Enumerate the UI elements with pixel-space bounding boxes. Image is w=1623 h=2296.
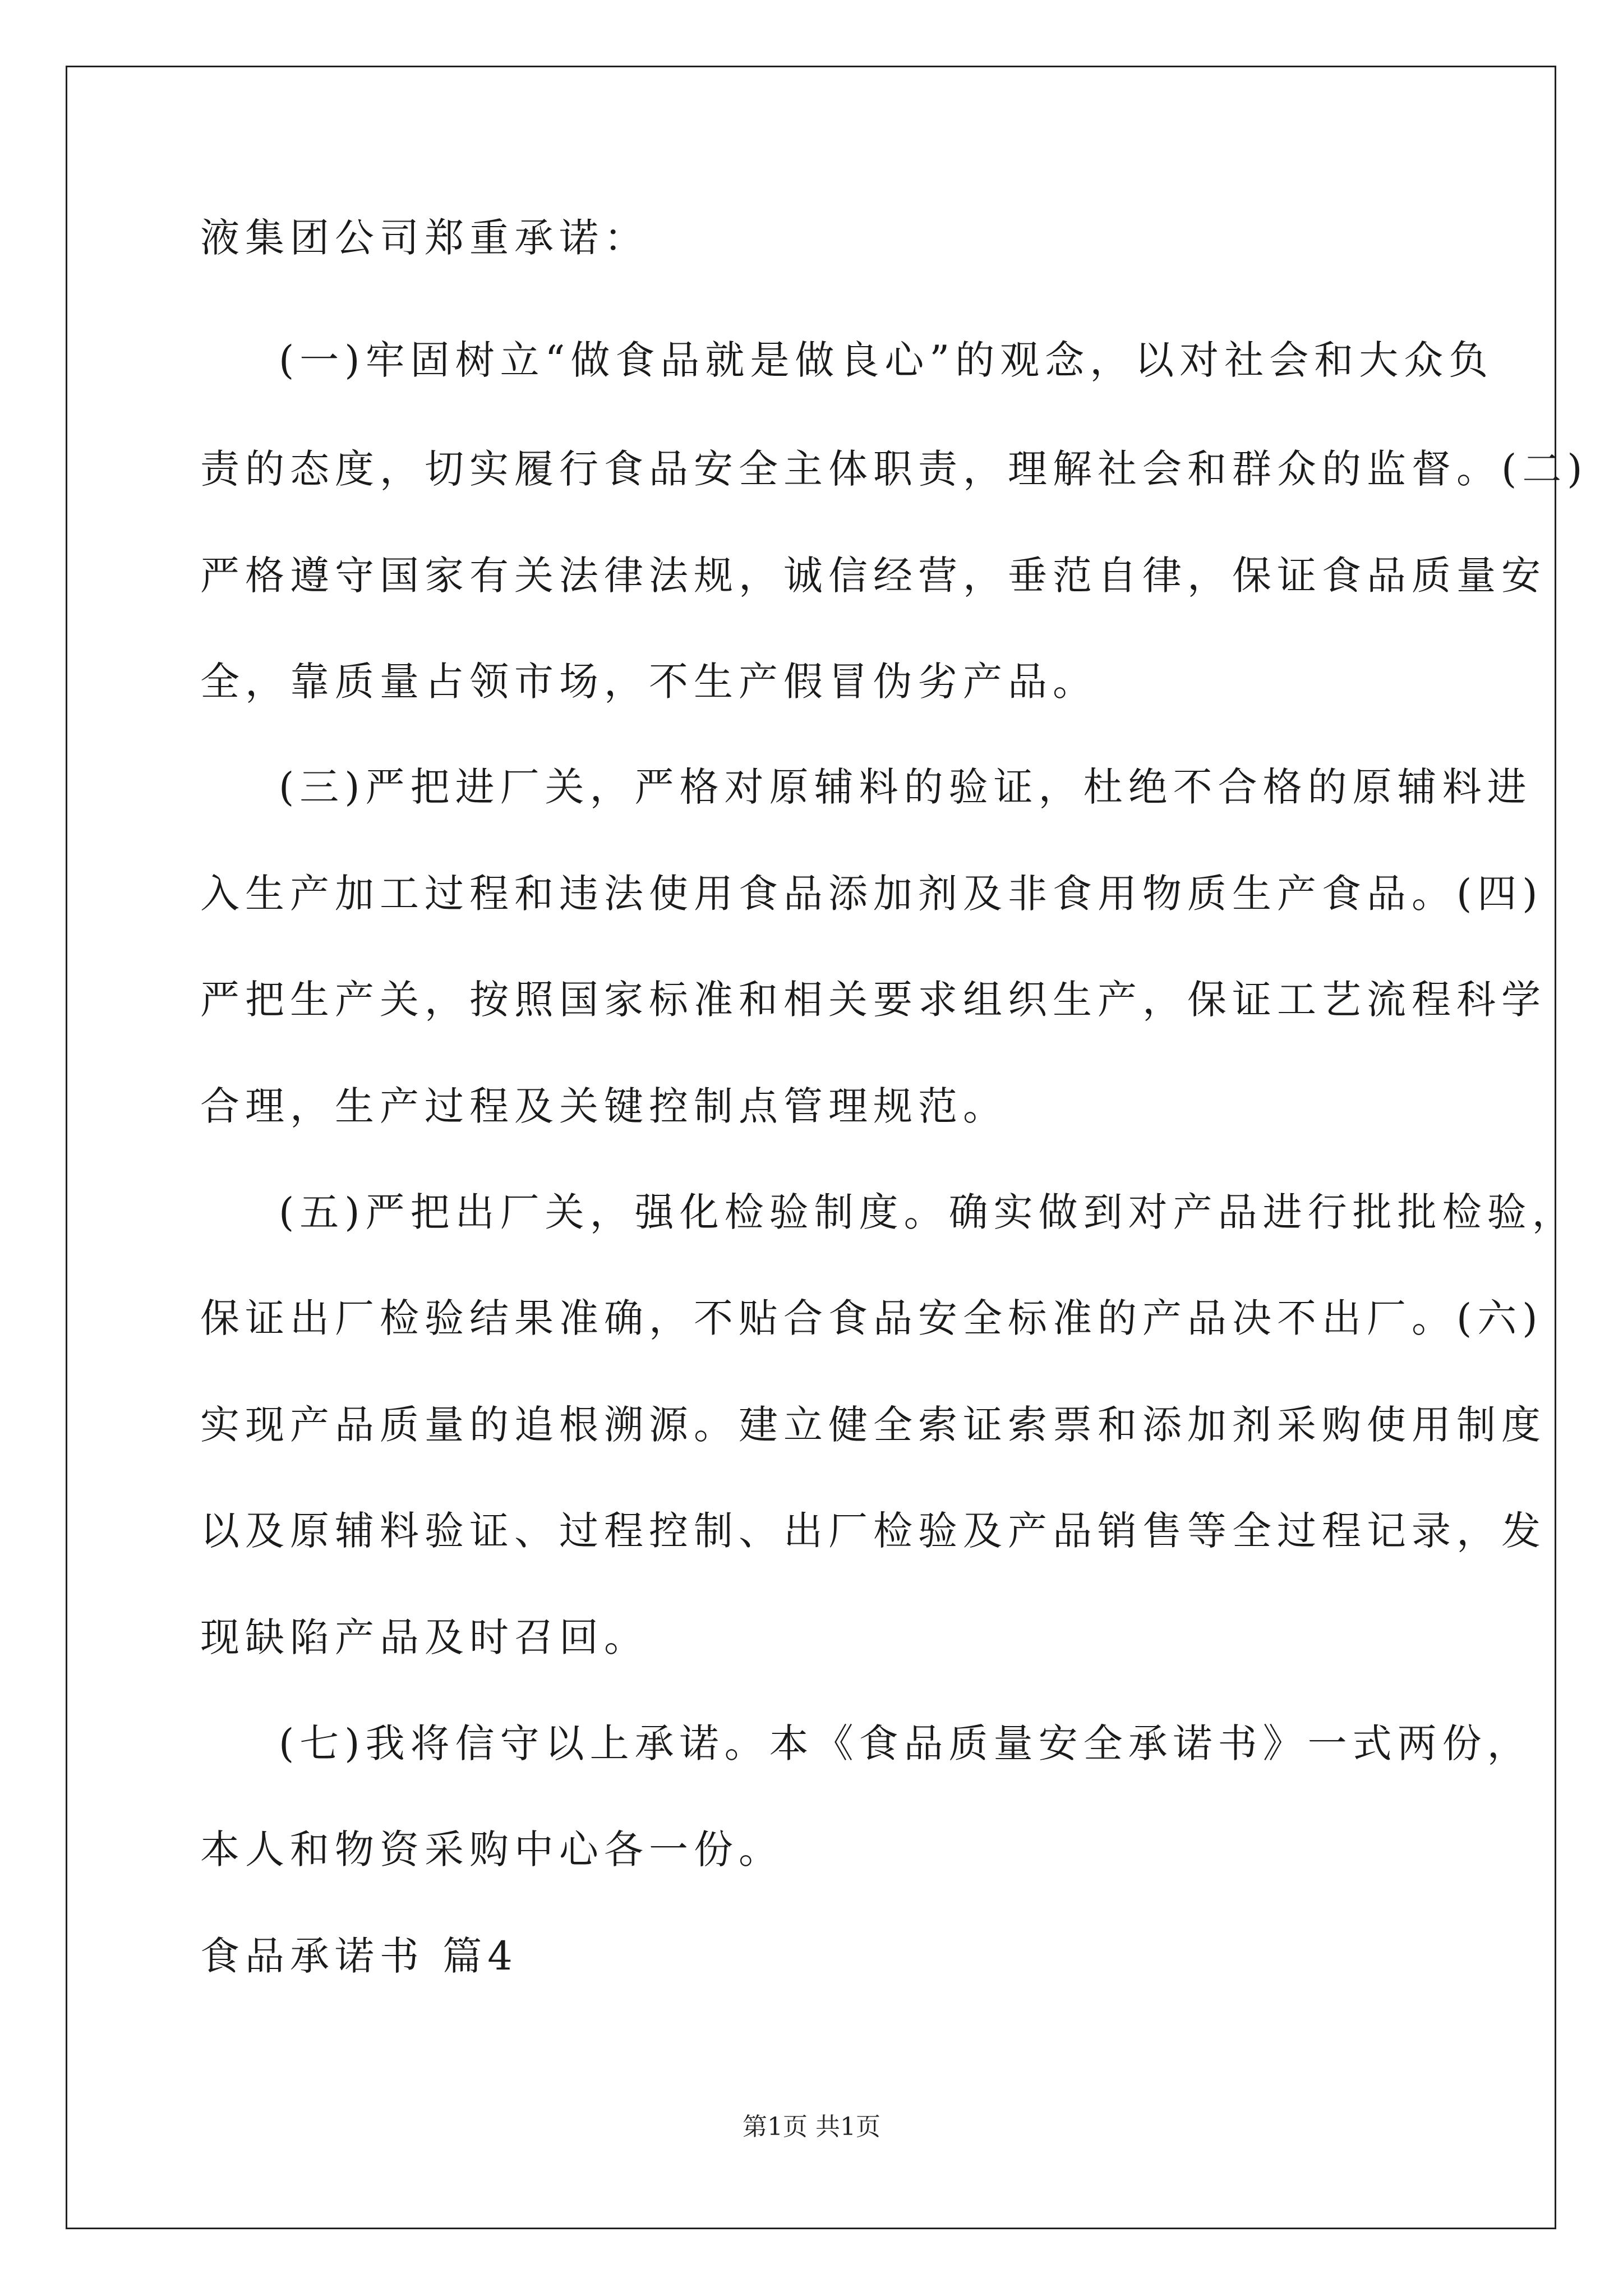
text-line-2: (一)牢固树立“做食品就是做良心”的观念，以对社会和大众负 bbox=[279, 337, 1494, 383]
text-line-9: 合理，生产过程及关键控制点管理规范。 bbox=[200, 1083, 1008, 1129]
text-line-11: 保证出厂检验结果准确，不贴合食品安全标准的产品决不出厂。(六) bbox=[200, 1295, 1543, 1341]
text-line-1: 液集团公司郑重承诺： bbox=[200, 215, 649, 261]
text-line-3: 责的态度，切实履行食品安全主体职责，理解社会和群众的监督。(二) bbox=[200, 446, 1588, 492]
text-line-10: (五)严把出厂关，强化检验制度。确实做到对产品进行批批检验， bbox=[279, 1189, 1577, 1235]
text-line-16: 本人和物资采购中心各一份。 bbox=[200, 1826, 783, 1872]
page-border bbox=[66, 66, 1556, 2229]
text-line-14: 现缺陷产品及时召回。 bbox=[200, 1614, 649, 1660]
text-line-6: (三)严把进厂关，严格对原辅料的验证，杜绝不合格的原辅料进 bbox=[279, 764, 1532, 810]
text-line-7: 入生产加工过程和违法使用食品添加剂及非食用物质生产食品。(四) bbox=[200, 871, 1543, 917]
text-line-13: 以及原辅料验证、过程控制、出厂检验及产品销售等全过程记录，发 bbox=[200, 1508, 1546, 1554]
text-line-12: 实现产品质量的追根溯源。建立健全索证索票和添加剂采购使用制度 bbox=[200, 1402, 1546, 1448]
page-footer: 第1页 共1页 bbox=[743, 2113, 880, 2141]
text-line-4: 严格遵守国家有关法律法规，诚信经营，垂范自律，保证食品质量安 bbox=[200, 553, 1546, 599]
text-line-15: (七)我将信守以上承诺。本《食品质量安全承诺书》一式两份， bbox=[279, 1720, 1532, 1766]
text-line-5: 全，靠质量占领市场，不生产假冒伪劣产品。 bbox=[200, 659, 1098, 705]
text-line-8: 严把生产关，按照国家标准和相关要求组织生产，保证工艺流程科学 bbox=[200, 977, 1546, 1023]
section-heading: 食品承诺书 篇4 bbox=[200, 1933, 518, 1979]
